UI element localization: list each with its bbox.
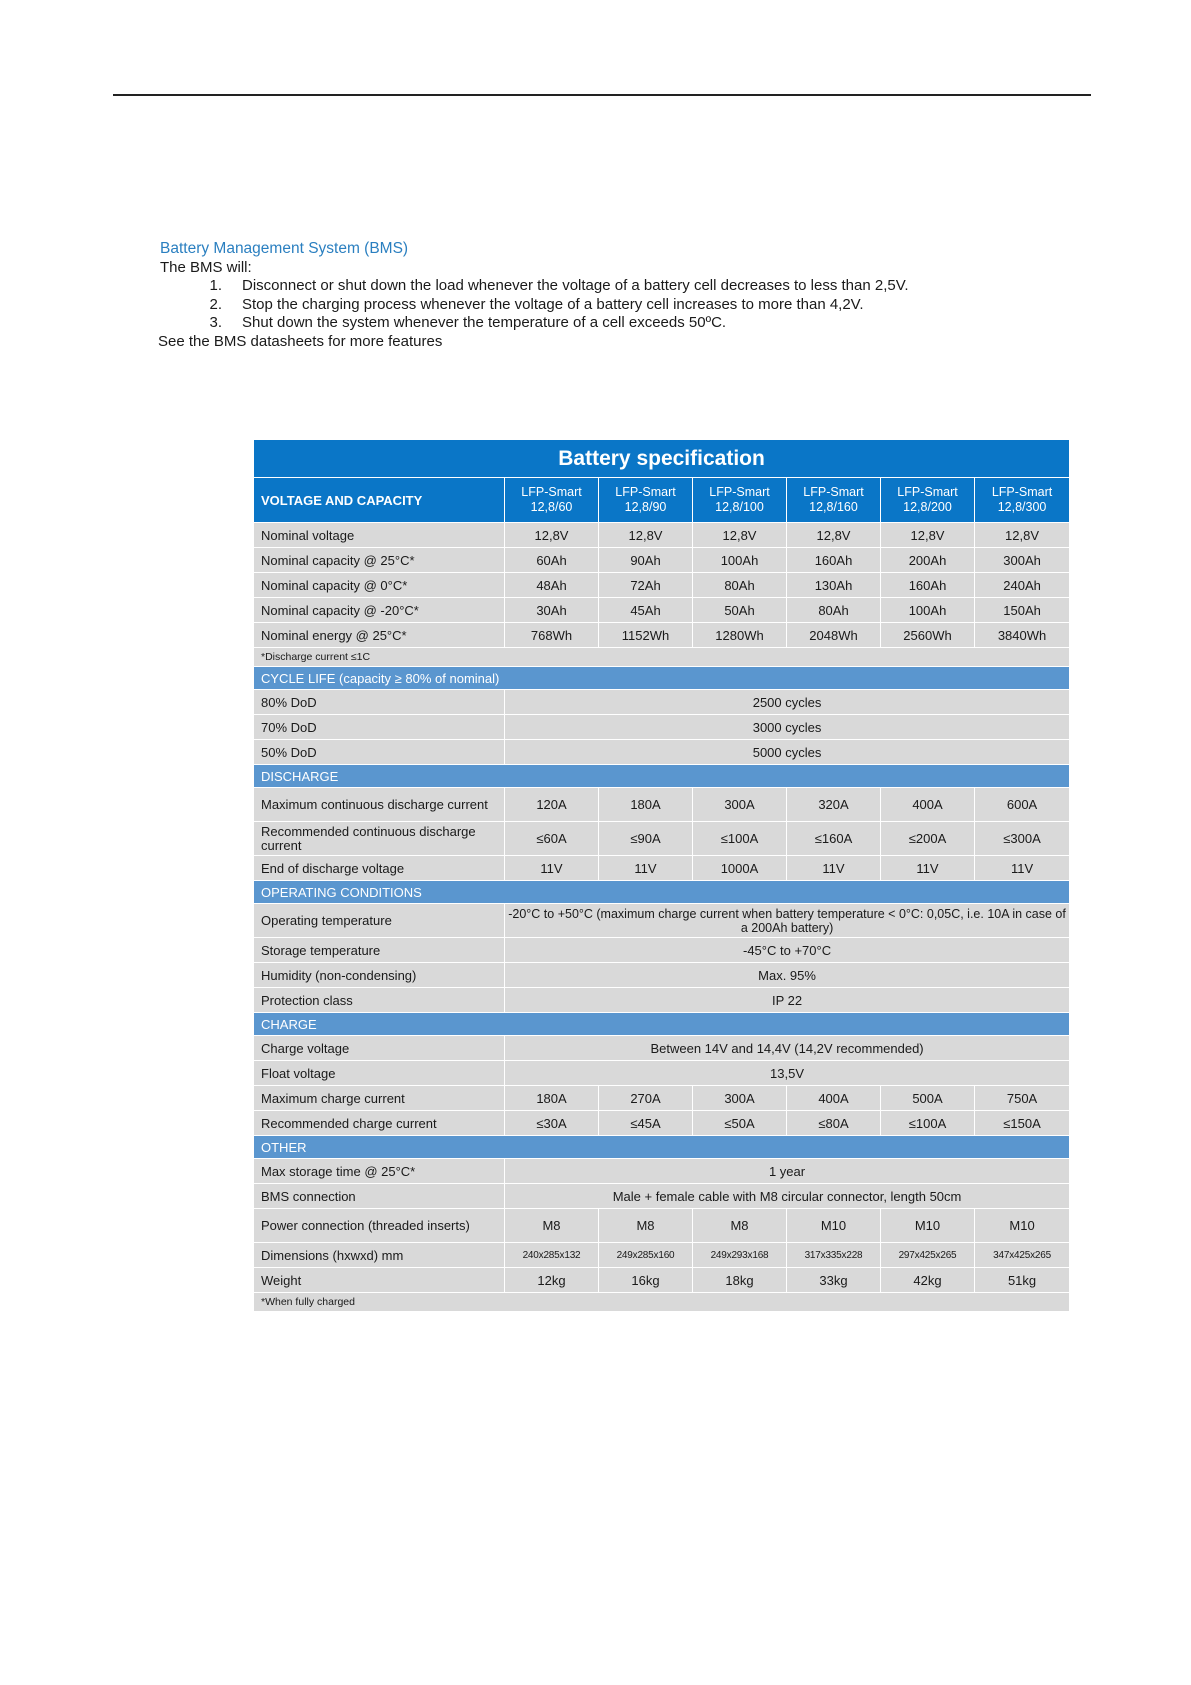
row-value: 249x285x160 <box>599 1243 693 1268</box>
row-value: 400A <box>787 1086 881 1111</box>
row-value: 270A <box>599 1086 693 1111</box>
bms-item-number: 3. <box>209 314 222 331</box>
bms-list <box>160 277 1060 333</box>
row-label: 70% DoD <box>254 715 505 740</box>
row-value: 300A <box>693 788 787 822</box>
row-label: Storage temperature <box>254 938 505 963</box>
row-value: 3000 cycles <box>505 715 1070 740</box>
section-header: CYCLE LIFE (capacity ≥ 80% of nominal) <box>254 667 1070 690</box>
row-value: 48Ah <box>505 573 599 598</box>
model-size: 12,8/100 <box>715 500 764 514</box>
row-value: 60Ah <box>505 548 599 573</box>
row-value: 11V <box>599 856 693 881</box>
section-row <box>254 765 1070 788</box>
row-value: 3840Wh <box>975 623 1070 648</box>
model-name: LFP-Smart <box>803 485 864 499</box>
row-value: 100Ah <box>693 548 787 573</box>
row-value: 90Ah <box>599 548 693 573</box>
row-value: M8 <box>505 1209 599 1243</box>
row-value: 1 year <box>505 1159 1070 1184</box>
row-value: 2560Wh <box>881 623 975 648</box>
row-value: IP 22 <box>505 988 1070 1013</box>
row-value: 33kg <box>787 1268 881 1293</box>
section-row <box>254 1136 1070 1159</box>
row-label: Nominal capacity @ 0°C* <box>254 573 505 598</box>
row-value: ≤160A <box>787 822 881 856</box>
model-header <box>505 478 599 523</box>
row-value: 2048Wh <box>787 623 881 648</box>
row-value: 12,8V <box>599 523 693 548</box>
table-row <box>254 938 1070 963</box>
row-label: End of discharge voltage <box>254 856 505 881</box>
model-header <box>787 478 881 523</box>
bms-section <box>160 240 1060 351</box>
row-value: ≤90A <box>599 822 693 856</box>
row-value: 51kg <box>975 1268 1070 1293</box>
row-value: ≤60A <box>505 822 599 856</box>
model-size: 12,8/160 <box>809 500 858 514</box>
row-value: 160Ah <box>787 548 881 573</box>
bms-item-text: Disconnect or shut down the load whenever the voltage of a battery cell decreases to less than 2,5V. <box>242 277 909 294</box>
table-row <box>254 1243 1070 1268</box>
row-value: -20°C to +50°C (maximum charge current when battery temperature < 0°C: 0,05C, i.e. 10A in case of a 200Ah battery) <box>505 904 1070 938</box>
row-value: M10 <box>881 1209 975 1243</box>
row-label: Power connection (threaded inserts) <box>254 1209 505 1243</box>
row-value: 12,8V <box>881 523 975 548</box>
bms-list-item <box>160 314 1060 333</box>
table-row <box>254 690 1070 715</box>
row-value: 1152Wh <box>599 623 693 648</box>
row-value: 42kg <box>881 1268 975 1293</box>
model-name: LFP-Smart <box>709 485 770 499</box>
row-value: 750A <box>975 1086 1070 1111</box>
section-header: OPERATING CONDITIONS <box>254 881 1070 904</box>
row-value: 300Ah <box>975 548 1070 573</box>
model-header <box>881 478 975 523</box>
model-name: LFP-Smart <box>615 485 676 499</box>
bms-item-number: 2. <box>209 295 222 313</box>
bms-item-text: Shut down the system whenever the temperature of a cell exceeds 50ºC. <box>242 314 727 331</box>
row-label: Nominal capacity @ 25°C* <box>254 548 505 573</box>
row-value: 18kg <box>693 1268 787 1293</box>
row-label: Float voltage <box>254 1061 505 1086</box>
row-value: 150Ah <box>975 598 1070 623</box>
row-value: M10 <box>975 1209 1070 1243</box>
row-value: 12,8V <box>975 523 1070 548</box>
bms-item-text: Stop the charging process whenever the voltage of a battery cell increases to more than 4,2V. <box>242 295 864 313</box>
section-header: OTHER <box>254 1136 1070 1159</box>
model-size: 12,8/200 <box>903 500 952 514</box>
table-row <box>254 1209 1070 1243</box>
table-row <box>254 623 1070 648</box>
row-value: 12,8V <box>505 523 599 548</box>
model-name: LFP-Smart <box>991 485 1053 499</box>
row-value: ≤45A <box>599 1111 693 1136</box>
row-value: 50Ah <box>693 598 787 623</box>
row-value: 317x335x228 <box>787 1243 881 1268</box>
note-row <box>254 648 1070 667</box>
table-row <box>254 988 1070 1013</box>
row-value: 240Ah <box>975 573 1070 598</box>
row-value: 13,5V <box>505 1061 1070 1086</box>
table-row <box>254 715 1070 740</box>
row-value: 5000 cycles <box>505 740 1070 765</box>
note-row <box>254 1293 1070 1312</box>
table-row <box>254 1184 1070 1209</box>
row-value: M8 <box>599 1209 693 1243</box>
row-value: 12,8V <box>787 523 881 548</box>
table-row <box>254 523 1070 548</box>
bms-intro: The BMS will: <box>160 258 252 276</box>
row-label: Protection class <box>254 988 505 1013</box>
row-value: 80Ah <box>693 573 787 598</box>
section-row <box>254 881 1070 904</box>
header-rule <box>113 94 1091 96</box>
row-value: ≤30A <box>505 1111 599 1136</box>
row-value: 80Ah <box>787 598 881 623</box>
table-header-row <box>254 478 1070 523</box>
row-label: Humidity (non-condensing) <box>254 963 505 988</box>
bms-footer: See the BMS datasheets for more features <box>158 332 443 350</box>
row-label: Nominal energy @ 25°C* <box>254 623 505 648</box>
model-name: LFP-Smart <box>521 485 582 499</box>
row-label: Maximum charge current <box>254 1086 505 1111</box>
row-value: 320A <box>787 788 881 822</box>
row-label: 80% DoD <box>254 690 505 715</box>
table-row <box>254 1061 1070 1086</box>
row-value: Between 14V and 14,4V (14,2V recommended) <box>505 1036 1070 1061</box>
row-value: 200Ah <box>881 548 975 573</box>
row-value: 16kg <box>599 1268 693 1293</box>
row-value: 180A <box>505 1086 599 1111</box>
row-value: M8 <box>693 1209 787 1243</box>
row-value: 1000A <box>693 856 787 881</box>
row-value: 249x293x168 <box>693 1243 787 1268</box>
table-row <box>254 598 1070 623</box>
table-row <box>254 1086 1070 1111</box>
row-label: Nominal capacity @ -20°C* <box>254 598 505 623</box>
bms-item-number: 1. <box>209 277 222 294</box>
table-title: Battery specification <box>254 440 1070 478</box>
row-value: 1280Wh <box>693 623 787 648</box>
row-value: ≤100A <box>881 1111 975 1136</box>
row-value: 45Ah <box>599 598 693 623</box>
bms-list-item <box>160 296 1060 315</box>
row-value: 11V <box>975 856 1070 881</box>
row-value: Male + female cable with M8 circular connector, length 50cm <box>505 1184 1070 1209</box>
table-row <box>254 904 1070 938</box>
row-label: Recommended charge current <box>254 1111 505 1136</box>
section-header: CHARGE <box>254 1013 1070 1036</box>
table-row <box>254 740 1070 765</box>
row-value: 11V <box>505 856 599 881</box>
model-header <box>599 478 693 523</box>
row-value: ≤50A <box>693 1111 787 1136</box>
table-row <box>254 573 1070 598</box>
row-value: 72Ah <box>599 573 693 598</box>
row-value: 600A <box>975 788 1070 822</box>
row-value: M10 <box>787 1209 881 1243</box>
row-label: BMS connection <box>254 1184 505 1209</box>
table-row <box>254 1268 1070 1293</box>
row-label: Weight <box>254 1268 505 1293</box>
table-row <box>254 788 1070 822</box>
row-label: Operating temperature <box>254 904 505 938</box>
row-value: 100Ah <box>881 598 975 623</box>
table-note: *When fully charged <box>254 1293 1070 1312</box>
header-label: VOLTAGE AND CAPACITY <box>254 478 505 523</box>
row-value: 2500 cycles <box>505 690 1070 715</box>
row-value: 180A <box>599 788 693 822</box>
row-value: 160Ah <box>881 573 975 598</box>
row-label: Charge voltage <box>254 1036 505 1061</box>
row-value: 12,8V <box>693 523 787 548</box>
row-value: ≤80A <box>787 1111 881 1136</box>
row-value: 11V <box>881 856 975 881</box>
model-header <box>975 478 1070 523</box>
row-value: 500A <box>881 1086 975 1111</box>
row-value: ≤200A <box>881 822 975 856</box>
battery-spec-table <box>253 439 1070 1312</box>
row-value: 240x285x132 <box>505 1243 599 1268</box>
row-label: Maximum continuous discharge current <box>254 788 505 822</box>
model-name: LFP-Smart <box>897 485 958 499</box>
table-row <box>254 1159 1070 1184</box>
table-row <box>254 1111 1070 1136</box>
table-row <box>254 548 1070 573</box>
row-label: Max storage time @ 25°C* <box>254 1159 505 1184</box>
bms-heading: Battery Management System (BMS) <box>160 240 409 257</box>
row-label: Recommended continuous discharge current <box>254 822 505 856</box>
row-value: 130Ah <box>787 573 881 598</box>
row-value: 400A <box>881 788 975 822</box>
model-size: 12,8/300 <box>997 500 1047 514</box>
row-value: Max. 95% <box>505 963 1070 988</box>
table-row <box>254 856 1070 881</box>
model-header <box>693 478 787 523</box>
model-size: 12,8/90 <box>624 500 667 514</box>
row-value: 300A <box>693 1086 787 1111</box>
section-header: DISCHARGE <box>254 765 1070 788</box>
row-label: 50% DoD <box>254 740 505 765</box>
table-title-row <box>254 440 1070 478</box>
row-value: 297x425x265 <box>881 1243 975 1268</box>
row-value: 30Ah <box>505 598 599 623</box>
section-row <box>254 1013 1070 1036</box>
row-value: 11V <box>787 856 881 881</box>
row-value: ≤100A <box>693 822 787 856</box>
table-note: *Discharge current ≤1C <box>254 648 1070 667</box>
row-value: 347x425x265 <box>975 1243 1070 1268</box>
table-row <box>254 963 1070 988</box>
section-row <box>254 667 1070 690</box>
table-row <box>254 822 1070 856</box>
row-value: -45°C to +70°C <box>505 938 1070 963</box>
bms-list-item <box>160 277 1060 296</box>
row-label: Dimensions (hxwxd) mm <box>254 1243 505 1268</box>
row-label: Nominal voltage <box>254 523 505 548</box>
row-value: 768Wh <box>505 623 599 648</box>
row-value: 120A <box>505 788 599 822</box>
row-value: ≤150A <box>975 1111 1070 1136</box>
table-row <box>254 1036 1070 1061</box>
model-size: 12,8/60 <box>530 500 573 514</box>
row-value: 12kg <box>505 1268 599 1293</box>
row-value: ≤300A <box>975 822 1070 856</box>
